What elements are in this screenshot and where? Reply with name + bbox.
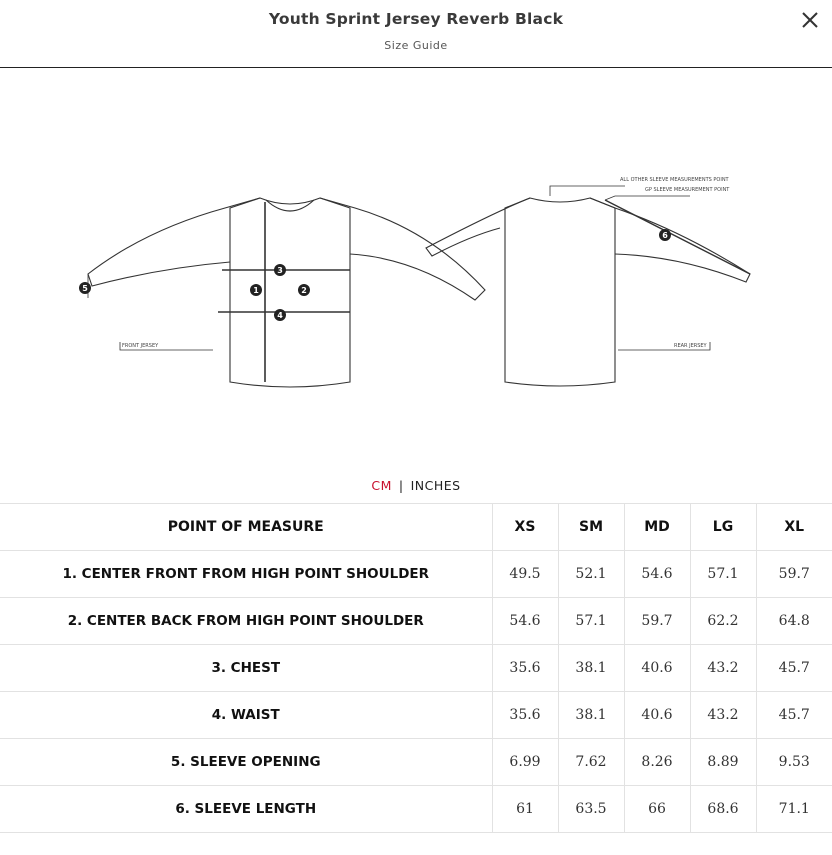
close-icon[interactable]: [800, 10, 820, 30]
cell-xs: 49.5: [492, 551, 558, 598]
cell-xl: 9.53: [756, 739, 832, 786]
cell-xl: 45.7: [756, 645, 832, 692]
cell-lg: 8.89: [690, 739, 756, 786]
row-label: 3. CHEST: [0, 645, 492, 692]
unit-separator: |: [398, 478, 404, 493]
svg-text:4: 4: [277, 311, 283, 320]
cell-xl: 59.7: [756, 551, 832, 598]
cell-sm: 52.1: [558, 551, 624, 598]
cell-sm: 38.1: [558, 645, 624, 692]
svg-text:6: 6: [662, 231, 668, 240]
table-row: [0, 739, 832, 786]
front-jersey-drawing: [88, 198, 485, 387]
cell-xl: 71.1: [756, 786, 832, 833]
marker-3: [274, 264, 286, 276]
col-header-sm: SM: [558, 504, 624, 551]
sleeve-note-other: ALL OTHER SLEEVE MEASUREMENTS POINT: [620, 177, 729, 183]
cell-sm: 7.62: [558, 739, 624, 786]
sleeve-note-gp: GP SLEEVE MEASUREMENT POINT: [645, 187, 730, 193]
row-label: 5. SLEEVE OPENING: [0, 739, 492, 786]
unit-inches-tab[interactable]: INCHES: [410, 478, 461, 493]
cell-xs: 35.6: [492, 645, 558, 692]
cell-xs: 35.6: [492, 692, 558, 739]
cell-xl: 64.8: [756, 598, 832, 645]
cell-sm: 38.1: [558, 692, 624, 739]
front-jersey-label: FRONT JERSEY: [122, 343, 159, 349]
row-label: 6. SLEEVE LENGTH: [0, 786, 492, 833]
table-row: [0, 645, 832, 692]
cell-lg: 68.6: [690, 786, 756, 833]
cell-sm: 57.1: [558, 598, 624, 645]
unit-toggle: [0, 478, 832, 493]
row-label: 2. CENTER BACK FROM HIGH POINT SHOULDER: [0, 598, 492, 645]
cell-md: 8.26: [624, 739, 690, 786]
cell-md: 66: [624, 786, 690, 833]
col-header-md: MD: [624, 504, 690, 551]
cell-xs: 6.99: [492, 739, 558, 786]
svg-text:2: 2: [301, 286, 307, 295]
table-row: [0, 786, 832, 833]
cell-lg: 43.2: [690, 645, 756, 692]
marker-2: [298, 284, 310, 296]
modal-header: [0, 0, 832, 68]
front-label: [120, 342, 213, 350]
row-label: 4. WAIST: [0, 692, 492, 739]
col-header-xl: XL: [756, 504, 832, 551]
col-header-pom: POINT OF MEASURE: [0, 504, 492, 551]
table-row: [0, 692, 832, 739]
cell-sm: 63.5: [558, 786, 624, 833]
cell-md: 54.6: [624, 551, 690, 598]
size-table: [0, 503, 832, 833]
cell-lg: 62.2: [690, 598, 756, 645]
jersey-diagram: [70, 150, 770, 400]
marker-6: [659, 229, 671, 241]
marker-1: [250, 284, 262, 296]
cell-lg: 57.1: [690, 551, 756, 598]
table-row: [0, 551, 832, 598]
svg-text:5: 5: [82, 284, 88, 293]
cell-xl: 45.7: [756, 692, 832, 739]
marker-4: [274, 309, 286, 321]
cell-xs: 61: [492, 786, 558, 833]
cell-md: 59.7: [624, 598, 690, 645]
svg-text:3: 3: [277, 266, 283, 275]
cell-xs: 54.6: [492, 598, 558, 645]
close-button[interactable]: [800, 10, 820, 30]
marker-5: [79, 282, 91, 294]
col-header-lg: LG: [690, 504, 756, 551]
cell-md: 40.6: [624, 692, 690, 739]
rear-jersey-drawing: [426, 186, 750, 386]
row-label: 1. CENTER FRONT FROM HIGH POINT SHOULDER: [0, 551, 492, 598]
unit-cm-tab[interactable]: CM: [371, 478, 392, 493]
page-subtitle: Size Guide: [384, 39, 448, 52]
cell-md: 40.6: [624, 645, 690, 692]
table-header-row: [0, 504, 832, 551]
rear-label: [618, 342, 710, 350]
col-header-xs: XS: [492, 504, 558, 551]
page-title: Youth Sprint Jersey Reverb Black: [268, 10, 564, 28]
table-row: [0, 598, 832, 645]
svg-text:1: 1: [253, 286, 259, 295]
rear-jersey-label: REAR JERSEY: [674, 343, 707, 349]
cell-lg: 43.2: [690, 692, 756, 739]
